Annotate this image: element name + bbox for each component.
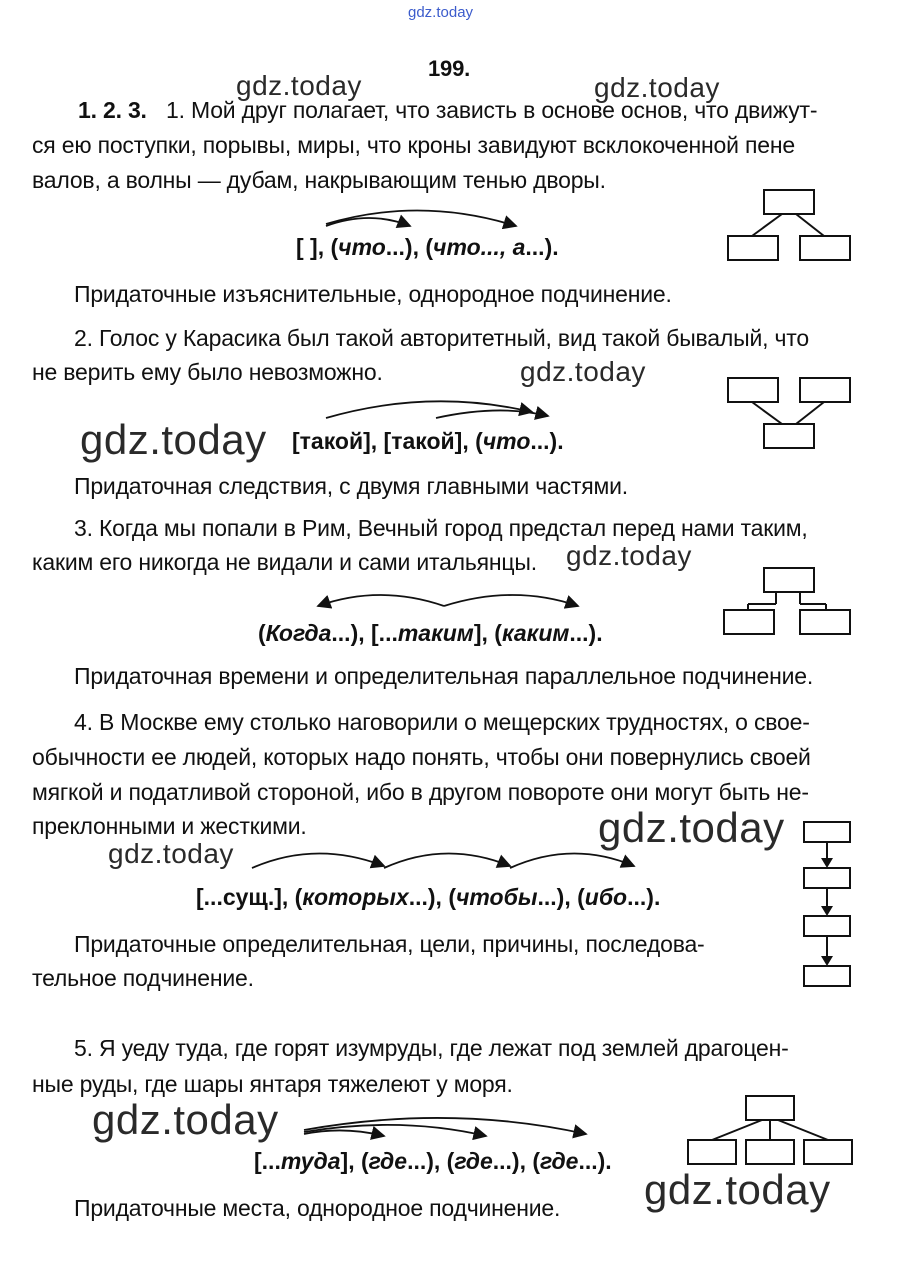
item-1-line-3: валов, а волны — дубам, накрывающим тенью дворы.: [32, 167, 606, 193]
item-3-line-2: каким его никогда не видали и сами итальянцы.: [32, 549, 537, 575]
watermark: gdz.today: [644, 1166, 831, 1213]
arrow-1a: [326, 218, 410, 226]
item-1-line-2: ся ею поступки, порывы, миры, что кроны завидуют всклокоченной пене: [32, 132, 795, 158]
item-2-conclusion: Придаточная следствия, с двумя главными частями.: [74, 473, 628, 499]
exercise-label: 1. 2. 3.: [78, 97, 147, 123]
watermark: gdz.today: [598, 804, 785, 851]
item-4-line-4: преклонными и жесткими.: [32, 813, 307, 839]
item-3-diagram: [720, 564, 860, 644]
watermark: gdz.today: [92, 1096, 279, 1143]
arrow-4b: [384, 853, 510, 868]
item-3-line-1: 3. Когда мы попали в Рим, Вечный город предстал перед нами таким,: [74, 515, 808, 541]
item-5-line-2: ные руды, где шары янтаря тяжелеют у моря.: [32, 1071, 513, 1097]
item-4-line-3: мягкой и податливой стороной, ибо в другом повороте они могут быть не-: [32, 779, 809, 805]
item-4-conclusion-line-2: тельное подчинение.: [32, 965, 254, 991]
watermark-top: gdz.today: [408, 4, 474, 21]
item-4-line-2: обычности ее людей, которых надо понять, чтобы они повернулись своей: [32, 744, 811, 770]
watermark: gdz.today: [566, 540, 692, 571]
arrow-3a: [318, 595, 444, 606]
item-4-line-1: 4. В Москве ему столько наговорили о мещерских трудностях, о свое-: [74, 709, 810, 735]
item-3-conclusion: Придаточная времени и определительная параллельное подчинение.: [74, 663, 814, 689]
arrow-4c: [510, 853, 634, 868]
item-1-diagram: [724, 186, 854, 266]
arrow-3b: [444, 595, 578, 606]
item-2-line-1: 2. Голос у Карасика был такой авторитетный, вид такой бывалый, что: [74, 325, 809, 351]
item-4-diagram: [800, 818, 860, 998]
item-2-scheme: [такой], [такой], (что...).: [292, 428, 564, 454]
item-4-scheme: [...сущ.], (которых...), (чтобы...), (ибо...).: [196, 884, 661, 910]
item-5-diagram: [682, 1092, 862, 1182]
watermark: gdz.today: [108, 838, 234, 869]
item-1-conclusion: Придаточные изъяснительные, однородное подчинение.: [74, 281, 672, 307]
item-3-scheme: (Когда...), [...таким], (каким...).: [258, 620, 603, 646]
arrow-4a: [252, 853, 384, 868]
item-1-line-1: 1. Мой друг полагает, что зависть в основе основ, что движут-: [166, 97, 818, 123]
item-4-conclusion-line-1: Придаточные определительная, цели, причины, последова-: [74, 931, 705, 957]
page-number: 199.: [428, 56, 471, 81]
watermark: gdz.today: [236, 70, 362, 101]
item-5-line-1: 5. Я уеду туда, где горят изумруды, где лежат под землей драгоцен-: [74, 1035, 789, 1061]
item-2-diagram: [724, 374, 854, 454]
arrow-5a: [304, 1130, 384, 1136]
item-5-scheme: [...туда], (где...), (где...), (где...).: [254, 1148, 612, 1174]
item-2-line-2: не верить ему было невозможно.: [32, 359, 383, 385]
item-1-scheme: [ ], (что...), (что..., а...).: [296, 234, 559, 260]
watermark: gdz.today: [520, 356, 646, 387]
item-5-conclusion: Придаточные места, однородное подчинение.: [74, 1195, 561, 1221]
watermark: gdz.today: [594, 72, 720, 103]
watermark: gdz.today: [80, 416, 267, 463]
